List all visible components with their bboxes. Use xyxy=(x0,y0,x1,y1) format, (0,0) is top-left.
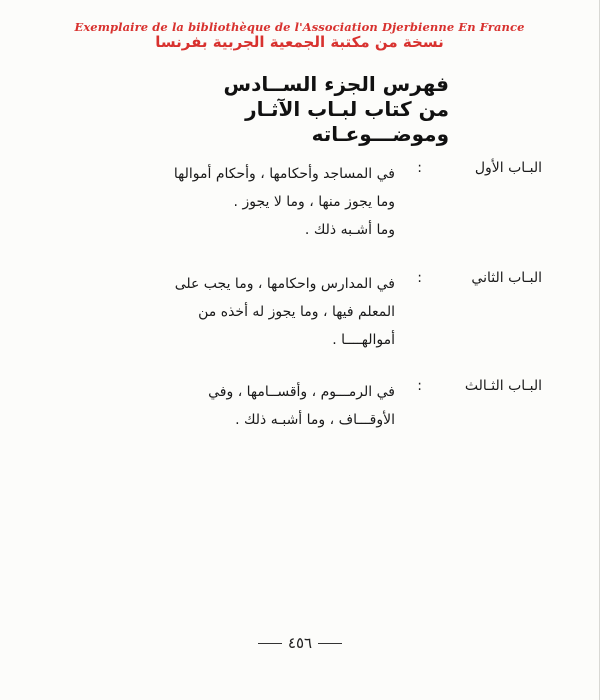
description-line: وما أشـبه ذلك . xyxy=(304,222,395,238)
footer-dash-left xyxy=(258,643,282,644)
chapter-description xyxy=(165,160,395,244)
chapter-label: البـاب الثاني xyxy=(471,270,542,286)
library-stamp-arabic: نسخة من مكتبة الجمعية الجربية بفرنسا xyxy=(155,33,444,51)
page-footer xyxy=(0,634,600,652)
chapter-colon: : xyxy=(417,378,422,394)
chapter-label: البـاب الأول xyxy=(474,160,542,176)
title-line-2: من كتاب لبـاب الآثـار xyxy=(245,97,449,121)
description-line: في الرمـــوم ، وأقســامها ، وفي xyxy=(208,384,395,400)
description-line: المعلم فيها ، وما يجوز له أخذه من xyxy=(198,304,395,320)
chapter-colon: : xyxy=(417,160,422,176)
chapter-description xyxy=(165,378,395,434)
index-title xyxy=(189,72,449,147)
description-line: وما يجوز منها ، وما لا يجوز . xyxy=(233,194,395,210)
page-number: ٤٥٦ xyxy=(287,634,313,652)
description-line: الأوقـــاف ، وما أشبـه ذلك . xyxy=(235,412,395,428)
title-line-1: فهرس الجزء الســادس xyxy=(223,72,449,96)
description-line: أموالهــــا . xyxy=(332,332,395,348)
title-line-3: وموضـــوعـاته xyxy=(311,122,449,146)
chapter-label: البـاب الثـالث xyxy=(464,378,542,394)
footer-dash-right xyxy=(318,643,342,644)
description-line: في المدارس واحكامها ، وما يجب على xyxy=(174,276,395,292)
chapter-description xyxy=(165,270,395,354)
library-stamp-french: Exemplaire de la bibliothèque de l'Association Djerbienne En France xyxy=(74,20,525,34)
chapter-colon: : xyxy=(417,270,422,286)
description-line: في المساجد وأحكامها ، وأحكام أموالها xyxy=(173,166,395,182)
